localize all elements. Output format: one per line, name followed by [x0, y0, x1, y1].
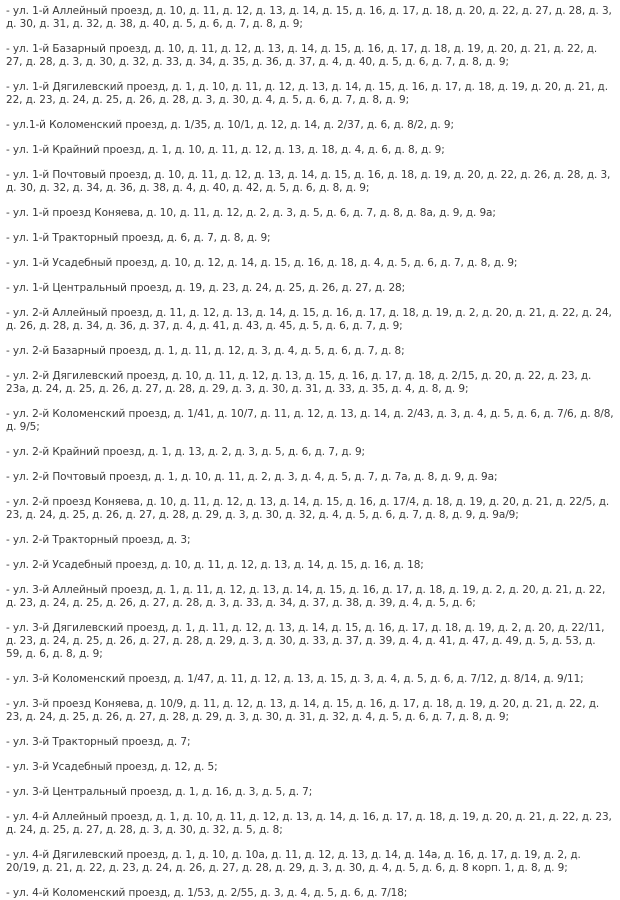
- list-item: - ул. 1-й проезд Коняева, д. 10, д. 11, д. 12, д. 2, д. 3, д. 5, д. 6, д. 7, д. 8, д. 8а, д. 9, д. 9а;: [6, 207, 496, 219]
- list-item: - ул. 2-й Крайний проезд, д. 1, д. 13, д. 2, д. 3, д. 5, д. 6, д. 7, д. 9;: [6, 446, 365, 458]
- list-item: - ул. 3-й Аллейный проезд, д. 1, д. 11, д. 12, д. 13, д. 14, д. 15, д. 16, д. 17, д. 18, д. 19, д. 2, д. 20, д. 21, д. 22, д. 23, д. 24, д. 25, д. 26, д. 27, д. 28, д. 3, д. 33, д. 34, д. 37, д. 38, д. 39, д. 4, д. 5, д. 6;: [6, 584, 606, 609]
- list-item: - ул. 3-й Усадебный проезд, д. 12, д. 5;: [6, 761, 218, 773]
- list-item: - ул. 3-й Коломенский проезд, д. 1/47, д. 11, д. 12, д. 13, д. 15, д. 3, д. 4, д. 5, д. 6, д. 7/12, д. 8/14, д. 9/11;: [6, 673, 584, 685]
- list-item: - ул. 1-й Базарный проезд, д. 10, д. 11, д. 12, д. 13, д. 14, д. 15, д. 16, д. 17, д. 18, д. 19, д. 20, д. 21, д. 22, д. 27, д. 28, д. 3, д. 30, д. 32, д. 33, д. 34, д. 35, д. 36, д. 37, д. 4, д. 40, д. 5, д. 6, д. 7, д. 8, д. 9;: [6, 43, 598, 68]
- list-item: - ул. 2-й Базарный проезд, д. 1, д. 11, д. 12, д. 3, д. 4, д. 5, д. 6, д. 7, д. 8;: [6, 345, 405, 357]
- list-item: - ул. 2-й Коломенский проезд, д. 1/41, д. 10/7, д. 11, д. 12, д. 13, д. 14, д. 2/43, д. 3, д. 4, д. 5, д. 6, д. 7/6, д. 8/8, д. 9/5;: [6, 408, 614, 433]
- list-item: - ул. 2-й проезд Коняева, д. 10, д. 11, д. 12, д. 13, д. 14, д. 15, д. 16, д. 17/4, д. 18, д. 19, д. 20, д. 21, д. 22/5, д. 23, д. 24, д. 25, д. 26, д. 27, д. 28, д. 29, д. 3, д. 30, д. 32, д. 4, д. 5, д. 6, д. 7, д. 8, д. 9, д. 9а/9;: [6, 496, 610, 521]
- list-item: - ул. 3-й Тракторный проезд, д. 7;: [6, 736, 191, 748]
- list-item: - ул.1-й Коломенский проезд, д. 1/35, д. 10/1, д. 12, д. 14, д. 2/37, д. 6, д. 8/2, д. 9;: [6, 119, 454, 131]
- list-item: - ул. 2-й Тракторный проезд, д. 3;: [6, 534, 191, 546]
- list-item: - ул. 1-й Крайний проезд, д. 1, д. 10, д. 11, д. 12, д. 13, д. 18, д. 4, д. 6, д. 8, д. 9;: [6, 144, 445, 156]
- list-item: - ул. 1-й Аллейный проезд, д. 10, д. 11, д. 12, д. 13, д. 14, д. 15, д. 16, д. 17, д. 18, д. 20, д. 22, д. 27, д. 28, д. 3, д. 30, д. 31, д. 32, д. 38, д. 40, д. 5, д. 6, д. 7, д. 8, д. 9;: [6, 5, 612, 30]
- list-item: - ул. 1-й Усадебный проезд, д. 10, д. 12, д. 14, д. 15, д. 16, д. 18, д. 4, д. 5, д. 6, д. 7, д. 8, д. 9;: [6, 257, 518, 269]
- list-item: - ул. 3-й проезд Коняева, д. 10/9, д. 11, д. 12, д. 13, д. 14, д. 15, д. 16, д. 17, д. 18, д. 19, д. 20, д. 21, д. 22, д. 23, д. 24, д. 25, д. 26, д. 27, д. 28, д. 29, д. 3, д. 30, д. 31, д. 32, д. 4, д. 5, д. 6, д. 7, д. 8, д. 9;: [6, 698, 600, 723]
- list-item: - ул. 1-й Дягилевский проезд, д. 1, д. 10, д. 11, д. 12, д. 13, д. 14, д. 15, д. 16, д. 17, д. 18, д. 19, д. 20, д. 21, д. 22, д. 23, д. 24, д. 25, д. 26, д. 28, д. 3, д. 30, д. 4, д. 5, д. 6, д. 7, д. 8, д. 9;: [6, 81, 608, 106]
- list-item: - ул. 2-й Дягилевский проезд, д. 10, д. 11, д. 12, д. 13, д. 15, д. 16, д. 17, д. 18, д. 2/15, д. 20, д. 22, д. 23, д. 23а, д. 24, д. 25, д. 26, д. 27, д. 28, д. 29, д. 3, д. 30, д. 31, д. 33, д. 35, д. 4, д. 8, д. 9;: [6, 370, 592, 395]
- list-item: - ул. 4-й Аллейный проезд, д. 1, д. 10, д. 11, д. 12, д. 13, д. 14, д. 16, д. 17, д. 18, д. 19, д. 20, д. 21, д. 22, д. 23, д. 24, д. 25, д. 27, д. 28, д. 3, д. 30, д. 32, д. 5, д. 8;: [6, 811, 612, 836]
- list-item: - ул. 2-й Аллейный проезд, д. 11, д. 12, д. 13, д. 14, д. 15, д. 16, д. 17, д. 18, д. 19, д. 2, д. 20, д. 21, д. 22, д. 24, д. 26, д. 28, д. 34, д. 36, д. 37, д. 4, д. 41, д. 43, д. 45, д. 5, д. 6, д. 7, д. 9;: [6, 307, 612, 332]
- list-item: - ул. 1-й Центральный проезд, д. 19, д. 23, д. 24, д. 25, д. 26, д. 27, д. 28;: [6, 282, 406, 294]
- list-item: - ул. 3-й Центральный проезд, д. 1, д. 16, д. 3, д. 5, д. 7;: [6, 786, 313, 798]
- list-item: - ул. 2-й Усадебный проезд, д. 10, д. 11, д. 12, д. 13, д. 14, д. 15, д. 16, д. 18;: [6, 559, 424, 571]
- list-item: - ул. 4-й Коломенский проезд, д. 1/53, д. 2/55, д. 3, д. 4, д. 5, д. 6, д. 7/18;: [6, 887, 408, 899]
- list-item: - ул. 3-й Дягилевский проезд, д. 1, д. 11, д. 12, д. 13, д. 14, д. 15, д. 16, д. 17, д. 18, д. 19, д. 2, д. 20, д. 22/11, д. 23, д. 24, д. 25, д. 26, д. 27, д. 28, д. 29, д. 3, д. 30, д. 33, д. 37, д. 39, д. 4, д. 41, д. 47, д. 49, д. 5, д. 53, д. 59, д. 6, д. 8, д. 9;: [6, 622, 605, 660]
- list-item: - ул. 1-й Тракторный проезд, д. 6, д. 7, д. 8, д. 9;: [6, 232, 271, 244]
- list-item: - ул. 1-й Почтовый проезд, д. 10, д. 11, д. 12, д. 13, д. 14, д. 15, д. 16, д. 18, д. 19, д. 20, д. 22, д. 26, д. 28, д. 3, д. 30, д. 32, д. 34, д. 36, д. 38, д. 4, д. 40, д. 42, д. 5, д. 6, д. 8, д. 9;: [6, 169, 611, 194]
- list-item: - ул. 2-й Почтовый проезд, д. 1, д. 10, д. 11, д. 2, д. 3, д. 4, д. 5, д. 7, д. 7а, д. 8, д. 9, д. 9а;: [6, 471, 498, 483]
- list-item: - ул. 4-й Дягилевский проезд, д. 1, д. 10, д. 10а, д. 11, д. 12, д. 13, д. 14, д. 14а, д. 16, д. 17, д. 19, д. 2, д. 20/19, д. 21, д. 22, д. 23, д. 24, д. 26, д. 27, д. 28, д. 29, д. 3, д. 30, д. 4, д. 5, д. 6, д. 8 корп. 1, д. 8, д. 9;: [6, 849, 581, 874]
